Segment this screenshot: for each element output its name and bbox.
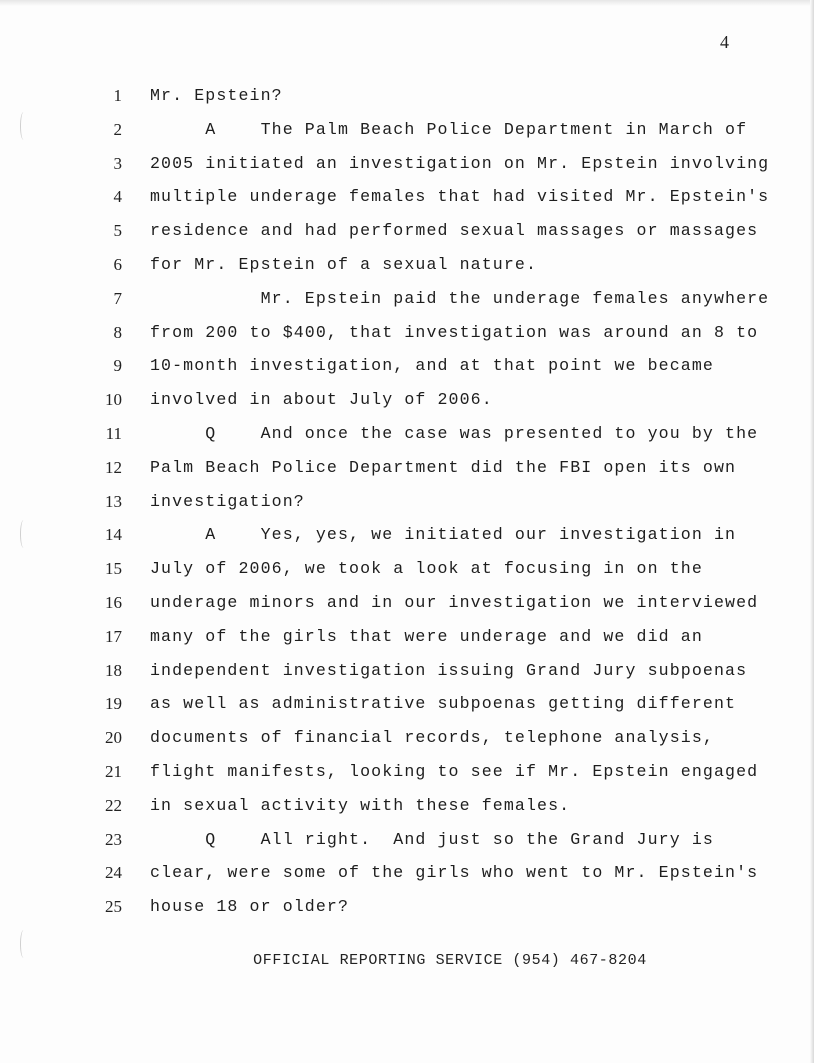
line-number: 13 [105,491,122,511]
line-number: 4 [113,187,122,207]
transcript-line [0,625,814,659]
line-text: documents of financial records, telephone analysis, [150,728,714,748]
line-text: Q And once the case was presented to you by the [150,423,759,443]
line-text: Mr. Epstein paid the underage females anywhere [150,288,770,308]
line-number: 14 [105,525,122,545]
line-text: 2005 initiated an investigation on Mr. Epstein involving [150,153,770,173]
footer [0,952,814,969]
line-text: A The Palm Beach Police Department in March of [150,119,748,139]
line-number: 21 [105,761,122,781]
transcript-line [0,490,814,524]
line-number: 8 [113,322,122,342]
footer-text: OFFICIAL REPORTING SERVICE (954) 467-8204 [253,952,647,969]
transcript-line [0,388,814,422]
line-text: involved in about July of 2006. [150,390,493,410]
line-text: clear, were some of the girls who went to Mr. Epstein's [150,863,759,883]
line-text: for Mr. Epstein of a sexual nature. [150,254,538,274]
line-text: July of 2006, we took a look at focusing in on the [150,559,703,579]
line-text: independent investigation issuing Grand Jury subpoenas [150,660,748,680]
transcript-line [0,523,814,557]
line-text: Mr. Epstein? [150,86,283,105]
line-text: A Yes, yes, we initiated our investigation in [150,525,737,545]
line-number: 1 [113,86,122,105]
transcript-line [0,354,814,388]
line-text: Q All right. And just so the Grand Jury is [150,829,714,849]
transcript-line [0,794,814,828]
transcript-line [0,692,814,726]
line-number: 24 [105,863,122,883]
line-text: as well as administrative subpoenas getting different [150,694,737,714]
line-number: 6 [113,254,122,274]
transcript-line [0,591,814,625]
line-number: 23 [105,829,122,849]
line-text: underage minors and in our investigation we interviewed [150,592,759,612]
transcript-line [0,219,814,253]
line-number: 25 [105,897,122,917]
transcript-line [0,287,814,321]
scan-edge-top [0,0,814,6]
line-number: 15 [105,559,122,579]
line-number: 17 [105,626,122,646]
transcript-line [0,253,814,287]
transcript-line [0,321,814,355]
transcript-body [0,84,814,929]
line-number: 2 [113,119,122,139]
transcript-line [0,118,814,152]
line-text: 10-month investigation, and at that point we became [150,356,714,376]
page-number: 4 [720,32,729,52]
transcript-line [0,895,814,929]
line-number: 22 [105,795,122,815]
transcript-line [0,828,814,862]
line-text: many of the girls that were underage and we did an [150,626,703,646]
line-text: house 18 or older? [150,897,350,917]
transcript-line [0,659,814,693]
line-number: 3 [113,153,122,173]
transcript-line [0,185,814,219]
transcript-line [0,422,814,456]
line-number: 18 [105,660,122,680]
line-number: 12 [105,457,122,477]
line-number: 19 [105,694,122,714]
line-number: 16 [105,592,122,612]
transcript-line [0,84,814,118]
transcript-line [0,456,814,490]
line-text: investigation? [150,491,305,511]
line-number: 7 [113,288,122,308]
transcript-line [0,152,814,186]
line-text: in sexual activity with these females. [150,795,571,815]
line-text: multiple underage females that had visited Mr. Epstein's [150,187,770,207]
line-number: 9 [113,356,122,376]
transcript-line [0,760,814,794]
line-text: flight manifests, looking to see if Mr. Epstein engaged [150,761,759,781]
line-number: 11 [105,423,122,443]
line-number: 5 [113,221,122,241]
line-text: residence and had performed sexual massages or massages [150,221,759,241]
line-text: from 200 to $400, that investigation was around an 8 to [150,322,759,342]
line-number: 20 [105,728,122,748]
transcript-line [0,557,814,591]
transcript-line [0,726,814,760]
line-text: Palm Beach Police Department did the FBI open its own [150,457,737,477]
transcript-line [0,861,814,895]
line-number: 10 [105,390,122,410]
